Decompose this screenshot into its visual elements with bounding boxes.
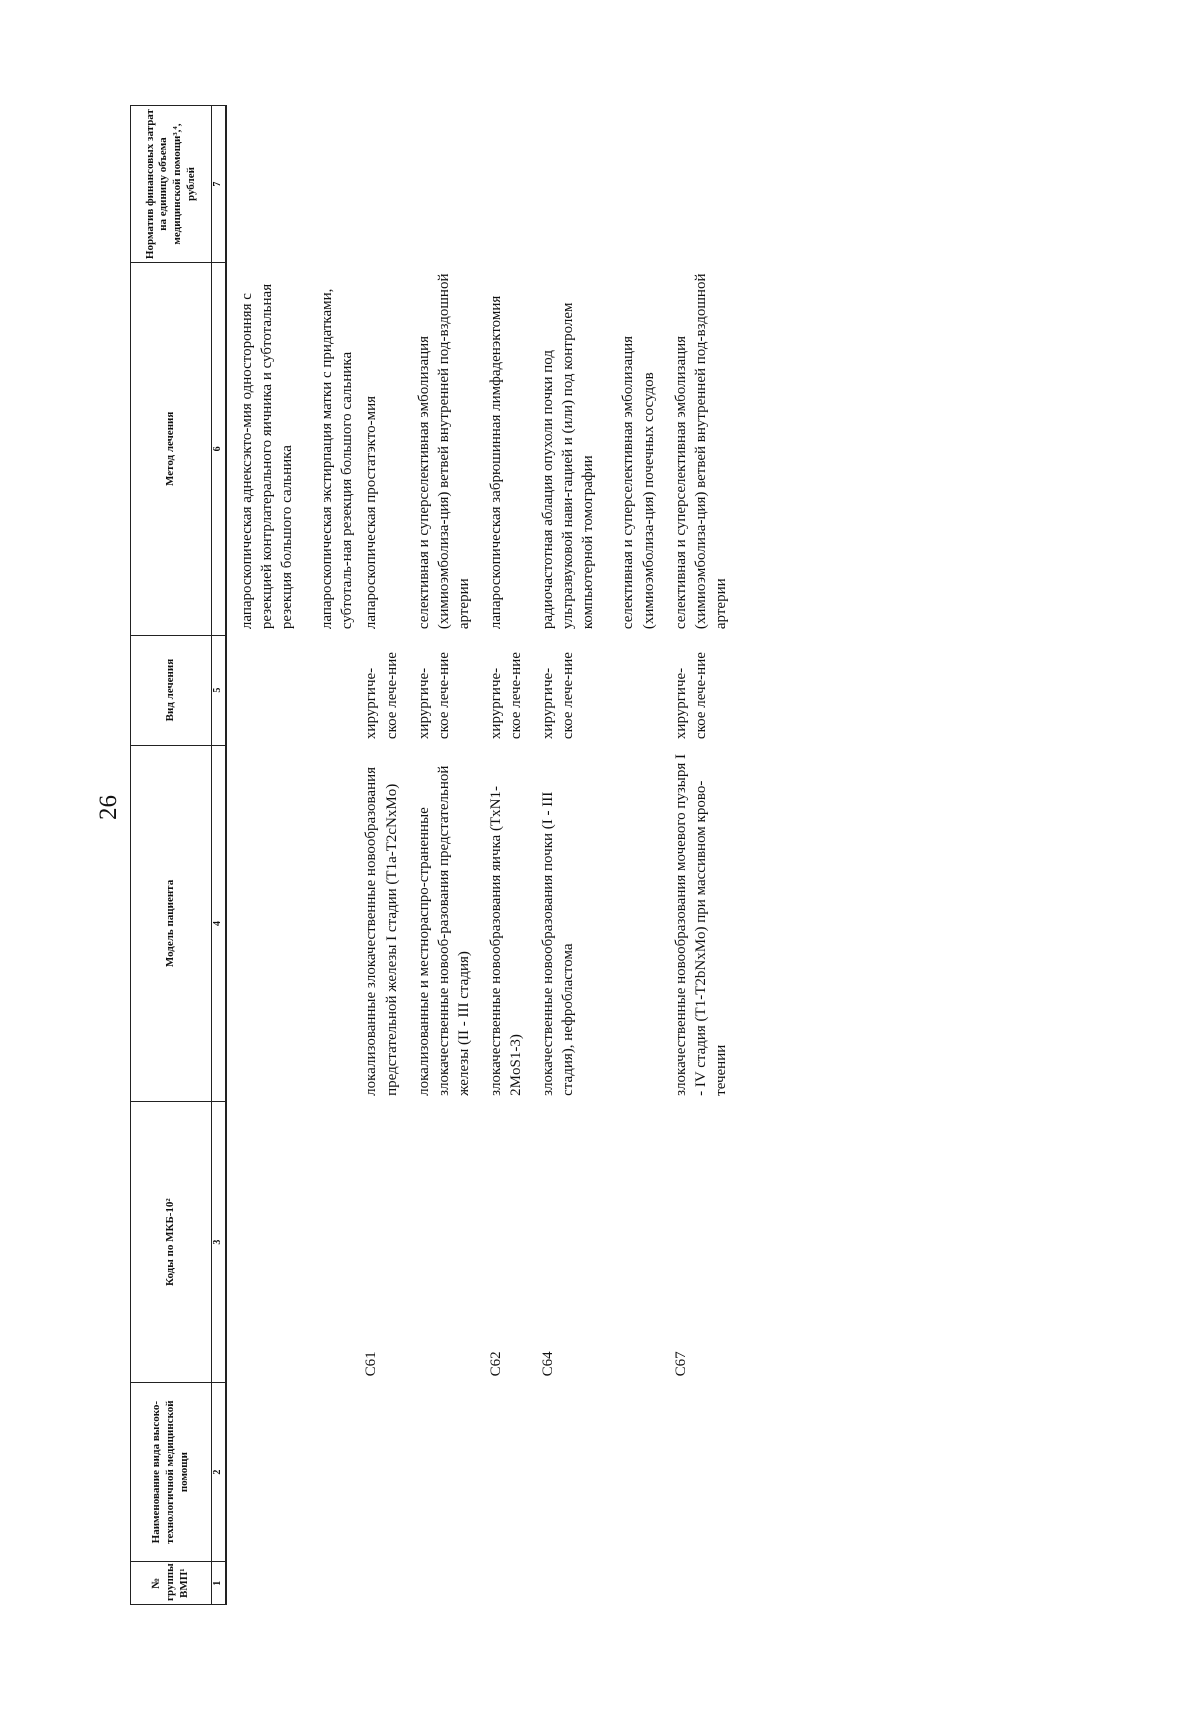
method-cell: лапароскопическая забрюшинная лимфаденэктомия	[487, 295, 504, 630]
icd-code-cell: C67	[672, 1351, 689, 1377]
method-text: селективная и суперселективная эмболизация (химиоэмболиза-ция) почечных сосудов	[620, 335, 657, 630]
method-cell: лапароскопическая простатэкто-мия	[363, 395, 380, 630]
column-number: 4	[212, 745, 227, 1102]
patient-model-cell: злокачественные новообразования мочевого пузыря I - IV стадия (T1-T2bNxMo) при массивном крово-течении	[672, 753, 729, 1096]
header-icd-codes: Коды по МКБ-10²	[131, 1102, 212, 1383]
table-row	[476, 106, 528, 1605]
column-number: 2	[212, 1382, 227, 1562]
table-column-numbers	[212, 106, 227, 1605]
treatment-type-cell: хирургиче-ское лече-ние	[415, 652, 452, 740]
method-cell	[528, 263, 660, 636]
table-row	[226, 106, 359, 1605]
method-text: лапароскопическая экстирпация матки с придатками, субтоталь-ная резекция большого сальника	[319, 288, 356, 630]
method-cell	[226, 263, 359, 636]
header-treatment-method: Метод лечения	[131, 263, 212, 636]
method-text: радиочастотная аблация опухоли почки под ультразвуковой нави-гацией и (или) под контролем компьютерной томографии	[540, 302, 597, 630]
table-row	[404, 106, 476, 1605]
patient-model-cell: злокачественные новообразования яичка (TxN1-2MoS1-3)	[487, 786, 525, 1096]
header-group-number: № группы ВМП¹	[131, 1562, 212, 1605]
method-cell: селективная и суперселективная эмболизация (химиоэмболиза-ция) ветвей внутренней под-вздошной артерии	[672, 273, 729, 630]
header-vmp-name: Наименование вида высоко-технологичной медицинской помощи	[131, 1382, 212, 1562]
column-number: 6	[212, 263, 227, 636]
table-row	[359, 106, 403, 1605]
method-cell: селективная и суперселективная эмболизация (химиоэмболиза-ция) ветвей внутренней под-вздошной артерии	[415, 273, 472, 630]
icd-code-cell: C62	[487, 1351, 504, 1377]
column-number: 1	[212, 1562, 227, 1605]
patient-model-cell: локализованные и местнораспро-страненные злокачественные новооб-разования предстательной железы (II - III стадия)	[415, 765, 472, 1096]
column-number: 5	[212, 635, 227, 745]
treatment-type-cell: хирургиче-ское лече-ние	[672, 652, 709, 740]
rotated-table-sheet	[130, 105, 1080, 1605]
treatment-type-cell: хирургиче-ское лече-ние	[487, 652, 525, 740]
icd-code-cell	[404, 1102, 476, 1383]
page-number: 26	[95, 795, 122, 820]
treatment-type-cell: хирургиче-ское лече-ние	[540, 652, 577, 740]
table-row	[528, 106, 660, 1605]
icd-code-cell: C61	[363, 1351, 380, 1377]
patient-model-cell: злокачественные новообразования почки (I - III стадия), нефробластома	[540, 791, 577, 1096]
method-text: лапароскопическая аднексэкто-мия односторонняя с резекцией контрлатерального яичника и субтотальная резекция большого сальника	[239, 283, 296, 630]
treatment-type-cell: хирургиче-ское лече-ние	[363, 652, 400, 740]
header-treatment-type: Вид лечения	[131, 635, 212, 745]
patient-model-cell: локализованные злокачественные новообразования предстательной железы I стадии (T1a-T2cNxMo)	[363, 766, 400, 1096]
vmp-table	[130, 105, 733, 1605]
column-number: 7	[212, 106, 227, 263]
column-number: 3	[212, 1102, 227, 1383]
header-patient-model: Модель пациента	[131, 745, 212, 1102]
icd-code-cell: C64	[540, 1351, 557, 1377]
header-financial-norm: Норматив финансовых затрат на единицу объема медицинской помощи³,⁴, рублей	[131, 106, 212, 263]
table-header-row	[131, 106, 212, 1605]
table-row	[661, 106, 733, 1605]
